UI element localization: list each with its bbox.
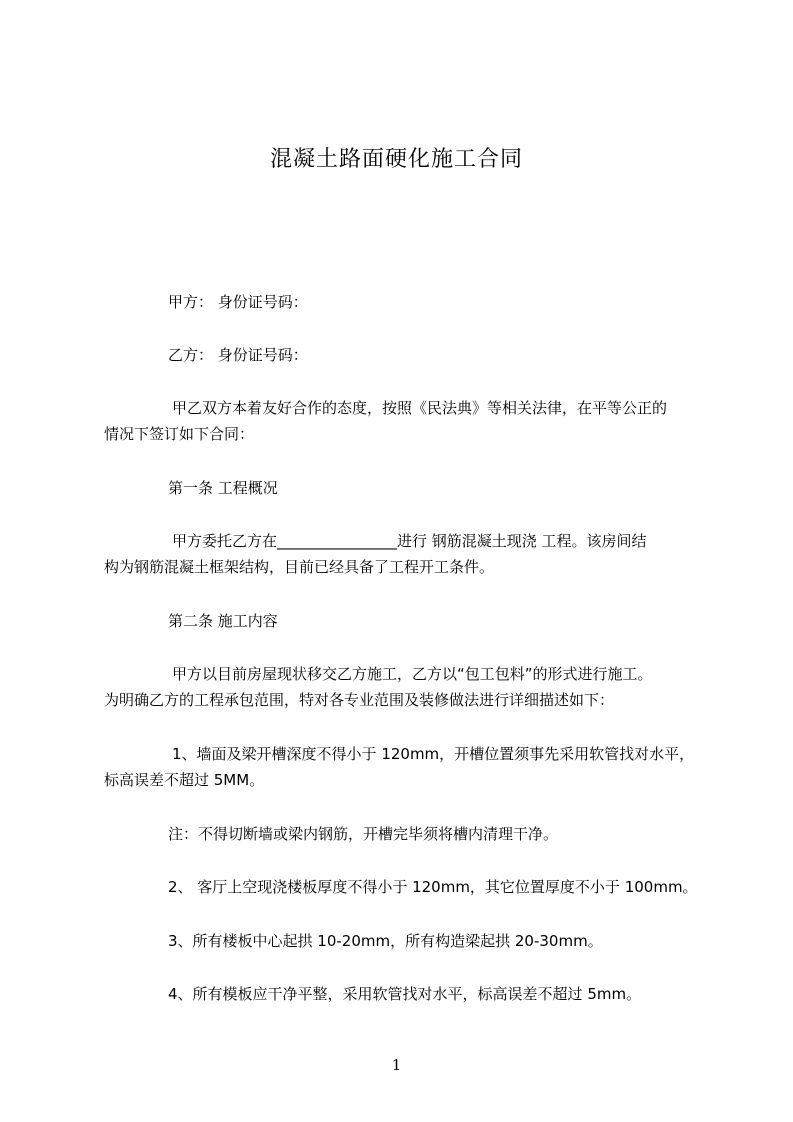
article-1-text-line-2: 构为钢筋混凝土框架结构，目前已经具备了工程开工条件。 <box>104 558 495 576</box>
note-line: 注：不得切断墙或梁内钢筋，开槽完毕须将槽内清理干净。 <box>168 825 559 843</box>
article-2-text-line-2: 为明确乙方的工程承包范围，特对各专业范围及装修做法进行详细描述如下： <box>104 691 615 709</box>
preamble-line-2: 情况下签订如下合同： <box>104 425 255 443</box>
item-2-line: 2、 客厅上空现浇楼板厚度不得小于 120mm，其它位置厚度不小于 100mm。 <box>168 878 698 896</box>
article-2-heading: 第二条 施工内容 <box>168 612 278 630</box>
preamble-line-1: 甲乙双方本着友好合作的态度，按照《民法典》等相关法律，在平等公正的 <box>172 399 668 417</box>
page-number: 1 <box>391 1056 402 1074</box>
item-3-line: 3、所有楼板中心起拱 10-20mm，所有构造梁起拱 20-30mm。 <box>168 932 603 950</box>
item-1-line-1: 1、墙面及梁开槽深度不得小于 120mm，开槽位置须事先采用软管找对水平， <box>172 745 695 763</box>
item-1-line-2: 标高误差不超过 5MM。 <box>104 771 265 789</box>
article-1-heading: 第一条 工程概况 <box>168 479 278 497</box>
article-2-text-line-1: 甲方以目前房屋现状移交乙方施工，乙方以“包工包料”的形式进行施工。 <box>172 665 653 683</box>
party-a-line: 甲方： 身份证号码： <box>168 293 308 311</box>
article-1-text-line-1: 甲方委托乙方在________________进行 钢筋混凝土现浇 工程。该房间结 <box>172 532 647 550</box>
item-4-line: 4、所有模板应干净平整，采用软管找对水平，标高误差不超过 5mm。 <box>168 985 642 1003</box>
document-title: 混凝土路面硬化施工合同 <box>269 147 523 172</box>
party-b-line: 乙方： 身份证号码： <box>168 346 308 364</box>
